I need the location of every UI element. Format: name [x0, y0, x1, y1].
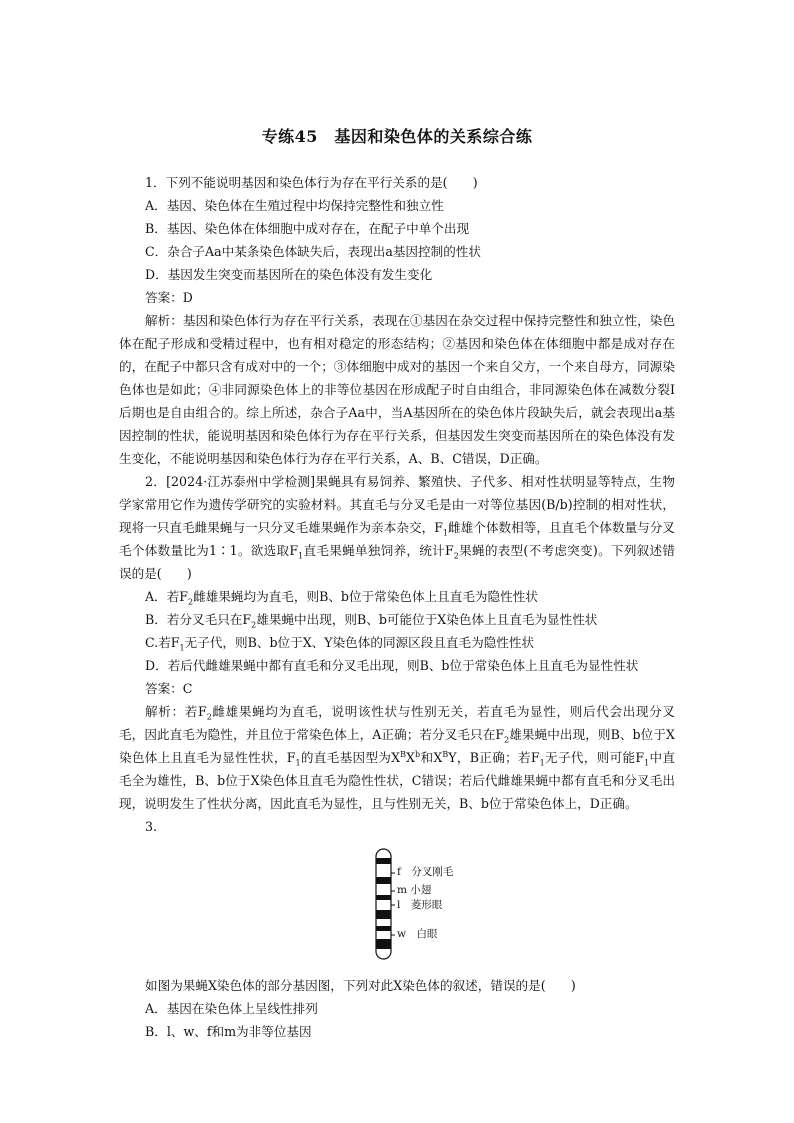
page-title: 专练45 基因和染色体的关系综合练: [261, 127, 533, 146]
q1-option-c: C．杂合子Aa中某条染色体缺失后，表现出a基因控制的性状: [145, 244, 481, 259]
gene-label-m: m 小翅: [397, 884, 432, 896]
q1-answer: 答案：D: [145, 290, 193, 305]
q1-analysis: 解析：基因和染色体行为存在平行关系，表现在①基因在杂交过程中保持完整性和独立性，染色体在配子形成和受精过程中，也有相对稳定的形态结构；②基因和染色体在体细胞中都是成对存在的，在配子中都只含有成对中的一个；③体细胞中成对的基因一个来自父方，一个来自母方，同源染色体也是如此；④非同源染色体上的非等位基因在形成配子时自由组合，非同源染色体在减数分裂Ⅰ后期也是自由组合的。综上所述，杂合子Aa中，当A基因所在的染色体片段缺失后，就会表现出a基因控制的性状，能说明基因和染色体行为存在平行关系，但基因发生突变而基因所在的染色体没有发生变化，不能说明基因和染色体行为存在平行关系，A、B、C错误，D正确。: [119, 313, 675, 466]
q3-number: 3.: [145, 819, 158, 834]
q2-option-a: A．若$F_2$雌雄果蝇均为直毛，则B、b位于常染色体上且直毛为隐性性状: [145, 589, 538, 607]
q3-option-b: B．l、w、f和m为非等位基因: [145, 1024, 312, 1039]
q3-stem: 如图为果蝇X染色体的部分基因图，下列对此X染色体的叙述，错误的是( ): [145, 978, 576, 993]
x-chromosome-figure: [119, 846, 675, 964]
gene-label-l: l 菱形眼: [397, 899, 443, 911]
document-body: [119, 171, 675, 1043]
q1-option-b: B．基因、染色体在体细胞中成对存在，在配子中单个出现: [145, 221, 470, 236]
q1-option-a: A．基因、染色体在生殖过程中均保持完整性和独立性: [145, 198, 444, 213]
gene-label-w: w 白眼: [397, 928, 438, 940]
q2-option-b: B．若分叉毛只在$F_2$雄果蝇中出现，则B、b可能位于X染色体上且直毛为显性性状: [145, 612, 598, 630]
q3-option-a: A．基因在染色体上呈线性排列: [145, 1001, 318, 1016]
q1-option-d: D．基因发生突变而基因所在的染色体没有发生变化: [145, 267, 433, 282]
q2-stem: 2．[2024·江苏泰州中学检测]果蝇具有易饲养、繁殖快、子代多、相对性状明显等特点，生物学家常用它作为遗传学研究的实验材料。其直毛与分叉毛是由一对等位基因(B/b)控制的相对性状，现将一只直毛雌果蝇与一只分叉毛雄果蝇作为亲本杂交，$F_1$雌雄个体数相等，且直毛个体数量与分叉毛个体数量比为1∶1。欲选取$F_1$直毛果蝇单独饲养，统计$F_2$果蝇的表型(不考虑突变)。下列叙述错误的是( ): [119, 474, 676, 581]
gene-label-f: f 分叉刚毛: [397, 866, 454, 878]
q2-option-d: D．若后代雌雄果蝇中都有直毛和分叉毛出现，则B、b位于常染色体上且直毛为显性性状: [145, 658, 639, 673]
q2-answer: 答案：C: [145, 681, 193, 696]
q2-analysis: 解析：若$F_2$雌雄果蝇均为直毛，说明该性状与性别无关，若直毛为显性，则后代会出现分叉毛，因此直毛为隐性，并且位于常染色体上，A正确；若分叉毛只在$F_2$雄果蝇中出现，则B、b位于X染色体上且直毛为显性性状，$F_1$的直毛基因型为$X^BX^b$和$X^BY$，B正确；若$F_1$无子代，则可能$F_1$中直毛全为雄性，B、b位于X染色体且直毛为隐性性状，C错误；若后代雌雄果蝇中都有直毛和分叉毛出现，说明发生了性状分离，因此直毛为显性，且与性别无关，B、b位于常染色体上，D正确。: [119, 704, 676, 811]
q1-stem: 1．下列不能说明基因和染色体行为存在平行关系的是( ): [145, 175, 478, 190]
q2-option-c: C.若$F_1$无子代，则B、b位于X、Y染色体的同源区段且直毛为隐性性状: [145, 635, 535, 653]
